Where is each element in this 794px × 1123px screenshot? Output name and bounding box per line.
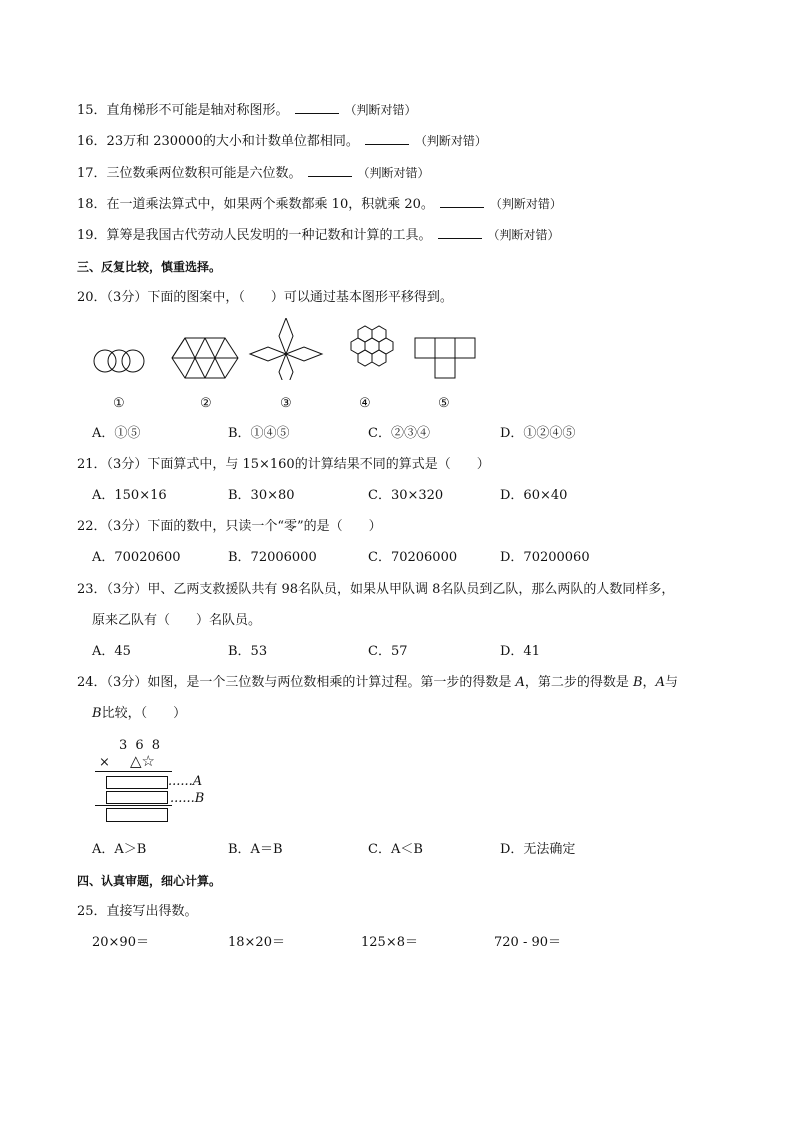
question-text: 24．（3分）如图，是一个三位数与两位数相乘的计算过程。第一步的得数是 (77, 675, 516, 690)
option-b[interactable]: B．①④⑤ (228, 426, 290, 441)
question-text: 与 (664, 675, 678, 690)
figure-label-3: ③ (280, 396, 292, 411)
multiplicand: 3 6 8 (119, 738, 163, 753)
question-23-line-1: 23．（3分）甲、乙两支救援队共有 98名队员，如果从甲队调 8名队员到乙队，那么两队的人数同样多， (77, 582, 675, 597)
row-b-label: ......B (170, 791, 205, 806)
var-a: A (515, 675, 525, 690)
row-a-label: ......A (168, 774, 203, 789)
blank-box-a (106, 776, 168, 789)
question-21: 21．（3分）下面算式中，与 15×160的计算结果不同的算式是（ ） (77, 457, 490, 472)
question-text: 18．在一道乘法算式中，如果两个乘数都乘 10，积就乘 20。 (77, 197, 434, 212)
figure-label-1: ① (113, 396, 125, 411)
option-d[interactable]: D．41 (500, 644, 540, 659)
question-23-line-2: 原来乙队有（ ）名队员。 (92, 613, 262, 628)
option-c[interactable]: C．30×320 (368, 488, 444, 503)
triangle-hexagon-figure (172, 338, 238, 378)
option-b[interactable]: B．A＝B (228, 842, 283, 857)
question-15 (77, 102, 417, 119)
divider-line (95, 771, 172, 772)
question-text: ，第二步的得数是 (524, 675, 633, 690)
answer-blank[interactable] (438, 227, 482, 239)
judge-hint: （判断对错） (414, 134, 487, 148)
question-text: 19．算筹是我国古代劳动人民发明的一种记数和计算的工具。 (77, 228, 432, 243)
divider-line (95, 805, 172, 806)
square-pattern-figure (415, 338, 475, 378)
question-16 (77, 133, 487, 150)
question-17 (77, 165, 430, 182)
judge-hint: （判断对错） (357, 166, 430, 180)
var-a: A (655, 675, 665, 690)
question-18 (77, 196, 562, 213)
option-c[interactable]: C．70206000 (368, 550, 458, 565)
option-c[interactable]: C．A＜B (368, 842, 423, 857)
option-a[interactable]: A．70020600 (92, 550, 181, 565)
calc-item[interactable]: 125×8＝ (361, 935, 418, 950)
answer-blank[interactable] (365, 133, 409, 145)
calc-item[interactable]: 720 - 90＝ (494, 935, 562, 950)
option-a[interactable]: A．150×16 (92, 488, 167, 503)
question-text: 15．直角梯形不可能是轴对称图形。 (77, 103, 289, 118)
figure-label-2: ② (200, 396, 212, 411)
blank-box-result (106, 808, 168, 822)
section-3-heading: 三、反复比较，慎重选择。 (77, 260, 222, 274)
option-d[interactable]: D．70200060 (500, 550, 590, 565)
triangle-star-icon: △☆ (130, 752, 155, 770)
judge-hint: （判断对错） (344, 103, 417, 117)
question-text: 16．23万和 230000的大小和计数单位都相同。 (77, 134, 359, 149)
blank-box-b (106, 791, 168, 804)
times-sign: × (99, 755, 110, 770)
calc-item[interactable]: 18×20＝ (228, 935, 285, 950)
option-b[interactable]: B．30×80 (228, 488, 295, 503)
question-text: 比较，（ ） (101, 706, 187, 721)
rhombus-star-figure (250, 318, 322, 380)
option-d[interactable]: D．60×40 (500, 488, 568, 503)
judge-hint: （判断对错） (487, 228, 560, 242)
var-b: B (92, 706, 102, 721)
option-c[interactable]: C．②③④ (368, 426, 430, 441)
option-b[interactable]: B．53 (228, 644, 268, 659)
answer-blank[interactable] (440, 196, 484, 208)
var-b: B (632, 675, 643, 690)
three-rings-figure (94, 350, 144, 372)
section-4-heading: 四、认真审题，细心计算。 (77, 874, 222, 888)
option-c[interactable]: C．57 (368, 644, 408, 659)
calc-item[interactable]: 20×90＝ (92, 935, 149, 950)
question-text: ， (642, 675, 656, 690)
option-b[interactable]: B．72006000 (228, 550, 317, 565)
answer-blank[interactable] (308, 165, 352, 177)
option-a[interactable]: A．45 (92, 644, 131, 659)
question-19 (77, 227, 560, 244)
question-text: 17．三位数乘两位数积可能是六位数。 (77, 166, 302, 181)
answer-blank[interactable] (295, 102, 339, 114)
figure-label-4: ④ (359, 396, 371, 411)
question-25: 25．直接写出得数。 (77, 904, 198, 919)
question-20: 20．（3分）下面的图案中，（ ）可以通过基本图形平移得到。 (77, 290, 453, 305)
question-22: 22．（3分）下面的数中，只读一个“零”的是（ ） (77, 519, 382, 534)
question-24-line-1 (77, 675, 678, 691)
question-24-line-2 (92, 706, 186, 722)
hexagon-cluster-figure (351, 326, 393, 366)
option-d[interactable]: D．①②④⑤ (500, 426, 576, 441)
option-a[interactable]: A．①⑤ (92, 426, 141, 441)
option-d[interactable]: D．无法确定 (500, 842, 576, 857)
judge-hint: （判断对错） (489, 197, 562, 211)
pattern-figures (90, 318, 490, 380)
option-a[interactable]: A．A＞B (92, 842, 147, 857)
figure-label-5: ⑤ (438, 396, 450, 411)
